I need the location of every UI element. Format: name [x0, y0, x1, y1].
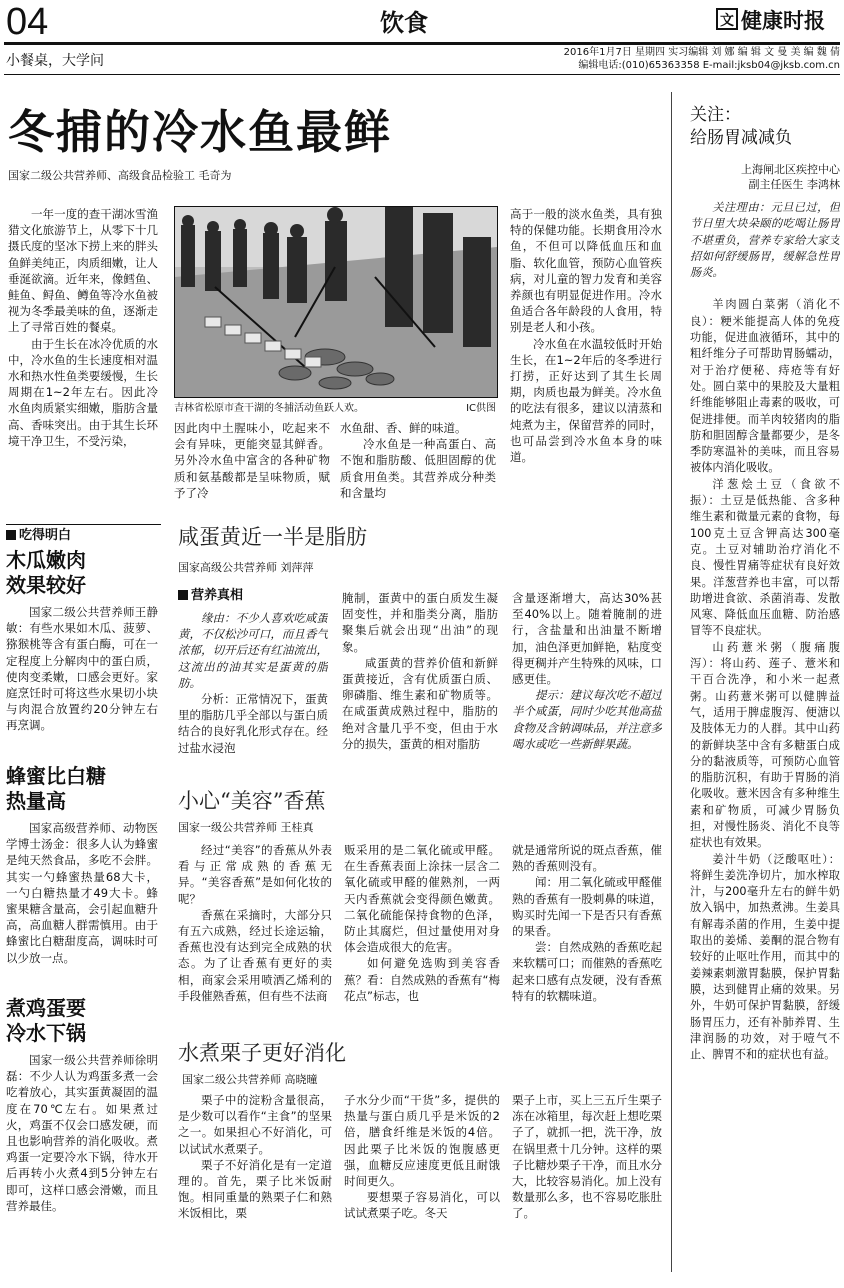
sidebar-author [690, 162, 840, 192]
chestnut-article-title: 水煮栗子更好消化 [178, 1041, 346, 1065]
egg-article-title: 咸蛋黄近一半是脂肪 [178, 525, 367, 549]
sidebar-author-line2: 副主任医生 李鸿林 [748, 178, 840, 191]
chestnut-column-2 [344, 1092, 500, 1272]
chestnut-para: 子水分少而“干货”多，提供的热量与蛋白质几乎是米饭的2倍，膳食纤维是米饭的4倍。因此栗子比米饭的饱腹感更强，血糖反应速度更低且耐饿时间更久。 [344, 1093, 500, 1189]
sidebar-author-line1: 上海闸北区疾控中心 [741, 163, 840, 176]
egg-byline: 国家高级公共营养师 刘萍萍 [178, 561, 314, 574]
photo-caption: 吉林省松原市查干湖的冬捕活动鱼跃人欢。 [174, 403, 364, 414]
egg-para: 缘由：不少人喜欢吃咸蛋黄，不仅松沙可口，而且香气浓郁，切开后还有红油流出，这流出的油其实是蛋黄的脂肪。 [178, 611, 328, 690]
tip3-title-line2: 冷水下锅 [6, 1021, 86, 1045]
tip3-title-line1: 煮鸡蛋要 [6, 996, 86, 1020]
logo-mark-icon: 文 [716, 8, 738, 30]
tip2-title-line1: 蜂蜜比白糖 [6, 764, 106, 788]
banana-column-3 [512, 842, 662, 1038]
egg-column-1 [178, 610, 328, 770]
tip1-text: 国家二级公共营养师王静敏：有些水果如木瓜、菠萝、猕猴桃等含有蛋白酶，可在一定程度上分解肉中的蛋白质，使肉变柔嫩，口感会更好。家庭烹饪时可将这些水果切小块与肉混合放置约20分钟左右再烹调。 [6, 605, 158, 733]
newspaper-name: 健康时报 [741, 8, 825, 33]
egg-column-3 [512, 590, 662, 770]
chestnut-para: 栗子不好消化是有一定道理的。首先，栗子比米饭耐饱。相同重量的熟栗子仁和熟米饭相比，栗 [178, 1157, 332, 1221]
lead-para: 一年一度的查干湖冰雪渔猎文化旅游节上，从零下十几摄氏度的坚冰下捞上来的胖头鱼鲜美纯正，肉质细嫩，让人垂涎欲滴。近年来，像鳕鱼、鲑鱼、鲟鱼、鳟鱼等冷水鱼被视为冬季最美味的鱼，逐渐走上了寻常百姓的餐桌。 [8, 207, 158, 335]
photo-credit: IC供图 [466, 403, 496, 414]
banana-para: 尝：自然成熟的香蕉吃起来软糯可口；而催熟的香蕉吃起来口感有点发硬，没有香蕉特有的软糯味道。 [512, 940, 662, 1003]
egg-section-label [178, 588, 243, 604]
tip3-title [6, 996, 86, 1046]
tip2-title [6, 764, 106, 814]
banana-para: 贩采用的是二氧化硫或甲醛。在生香蕉表面上涂抹一层含二氧化硫或甲醛的催熟剂，一两天内香蕉就会变得颜色嫩黄。二氧化硫能保持食物的色泽，防止其腐烂，但过量使用对身体会造成很大的危害。 [344, 843, 500, 955]
banana-para: 经过“美容”的香蕉从外表看与正常成熟的香蕉无异。“美容香蕉”是如何化妆的呢？ [178, 843, 332, 906]
tip3-body [6, 1052, 158, 1248]
winter-fishing-photo [175, 207, 497, 397]
lead-byline: 国家二级公共营养师、高级食品检验工 毛奇为 [8, 169, 232, 182]
sidebar-para: 羊肉圆白菜粥（消化不良）：粳米能提高人体的免疫功能，促进血液循环，其中的粗纤维分子可帮助胃肠蠕动，对于治疗便秘、痔疮等有好处。圆白菜中的果胶及大量粗纤维能够阻止毒素的吸收，可促进排便。而羊肉较猪肉的脂肪和胆固醇含量都要少，是冬季防寒温补的美味，而且容易被体内消化吸收。 [690, 298, 840, 475]
lead-para: 因此肉中土腥味小，吃起来不会有异味，更能突显其鲜香。另外冷水鱼中富含的各种矿物质和氨基酸都是呈味物质，赋予了冷 [174, 421, 330, 500]
header-rule [4, 74, 840, 75]
egg-para: 提示：建议每次吃不超过半个咸蛋，同时少吃其他高盐食物及含钠调味品，并注意多喝水或吃一些新鲜果蔬。 [512, 688, 662, 751]
top-rule [4, 42, 840, 45]
egg-para: 含量逐渐增大，高达30%甚至40%以上。随着腌制的进行，含盐量和出油量不断增加，油色泽更加鲜艳，粘度变得更稠并产生特殊的风味，口感更佳。 [512, 591, 662, 687]
tip1-body [6, 604, 158, 750]
egg-column-2 [342, 590, 498, 770]
tip3-text: 国家一级公共营养师徐明磊：不少人认为鸡蛋多煮一会吃着放心，其实蛋黄凝固的温度在70℃左右。如果煮过火，鸡蛋不仅会口感发硬，而且也影响营养的消化吸收。煮鸡蛋一定要冷水下锅，待水开后再转小火煮4到5分钟左右即可，这样口感会滑嫩，而且营养最佳。 [6, 1053, 158, 1213]
tip1-title-line2: 效果较好 [6, 573, 86, 597]
tip2-text: 国家高级营养师、动物医学博士汤金：很多人认为蜂蜜是纯天然食品，多吃不会胖。其实一勺蜂蜜热量68大卡，一勺白糖热量才49大卡。蜂蜜果糖含量高，会引起血糖升高，高血糖人群需慎用。由于蜂蜜比白糖甜度高，调味时可以少放一点。 [6, 821, 158, 965]
lead-para: 由于生长在冰冷优质的水中，冷水鱼的生长速度相对温水和热水性鱼类要缓慢，生长周期在1~2年左右。因此冷水鱼肉质紧实细嫩，脂肪含量高、香味突出。由于其生长环境干净卫生，不受污染， [8, 336, 158, 448]
banana-para: 闻：用二氧化硫或甲醛催熟的香蕉有一股刺鼻的味道，购买时先闻一下是否只有香蕉的果香。 [512, 875, 662, 939]
photo-caption-row [174, 402, 496, 415]
tip1-title [6, 548, 86, 598]
left-rule [6, 524, 161, 525]
chestnut-column-3 [512, 1092, 662, 1272]
banana-column-1 [178, 842, 332, 1038]
sidebar-divider [671, 92, 672, 1272]
lead-para: 冷水鱼在水温较低时开始生长，在1~2年后的冬季进行打捞，正好达到了其生长周期，肉质也最为鲜美。冷水鱼的吃法有很多，建议以清蒸和炖煮为主，保留营养的同时，也可品尝到冷水鱼本身的味道。 [510, 336, 662, 465]
sidebar-para: 山药薏米粥（腹痛腹泻）：将山药、莲子、薏米和干百合洗净，和小米一起煮粥。山药薏米粥可以健脾益气，适用于脾虚腹泻、便溏以及肢体无力的人群。其中山药的新鲜块茎中含有多糖蛋白成分的黏液质等，可预防心血管的脂肪沉积，有助于胃肠的消化吸收。薏米因含有多种维生素和矿物质，可减少胃肠负担，对慢性肠炎、消化不良等症状也有效果。 [690, 640, 840, 850]
banana-para: 如何避免选购到美容香蕉？看：自然成熟的香蕉有“梅花点”标志，也 [344, 956, 500, 1003]
chestnut-byline: 国家二级公共营养师 高晓曈 [182, 1073, 318, 1086]
section-slogan: 小餐桌，大学问 [6, 53, 104, 69]
sidebar-title-line2: 给肠胃减减负 [690, 128, 792, 148]
tip2-body [6, 820, 158, 982]
lead-column-4 [510, 206, 662, 518]
sidebar-para: 洋葱烩土豆（食欲不振）：土豆是低热能、含多种维生素和微量元素的食物，每100克土豆含钾高达300毫克。土豆对辅助治疗消化不良、慢性胃痛等症状有良好效果。洋葱营养也丰富，可以帮助增进食欲、杀菌消毒、发散风寒、降低血压血糖、防治感冒等不良症状。 [690, 477, 840, 638]
lead-para: 高于一般的淡水鱼类，具有独特的保健功能。长期食用冷水鱼，不但可以降低血压和血脂、软化血管，预防心血管疾病，对儿童的智力发育和美容养颜也有明显促进作用。冷水鱼适合各年龄段的人食用，特别是老人和小孩。 [510, 207, 662, 335]
square-bullet-icon [6, 530, 16, 540]
banana-column-2 [344, 842, 500, 1038]
egg-section-text: 营养真相 [191, 588, 244, 603]
sidebar-body [690, 200, 840, 1280]
lead-column-3 [340, 420, 496, 518]
egg-para: 腌制，蛋黄中的蛋白质发生凝固变性，并和脂类分离，脂肪聚集后就会出现“出油”的现象。 [342, 591, 498, 654]
left-section-label [6, 528, 71, 544]
sidebar-title [690, 104, 792, 150]
sidebar-para: 关注理由：元旦已过，但节日里大块朵颐的吃喝让肠胃不堪重负，营养专家给大家支招如何舒缓肠胃，缓解急性胃肠炎。 [690, 201, 840, 280]
lead-para: 冷水鱼是一种高蛋白、高不饱和脂肪酸、低胆固醇的优质食用鱼类。其营养成分种类和含量均 [340, 437, 496, 500]
egg-para: 咸蛋黄的营养价值和新鲜蛋黄接近，含有优质蛋白质、卵磷脂、维生素和矿物质等。在咸蛋黄成熟过程中，脂肪的绝对含量几乎不变，但由于水分的损失，蛋黄的相对脂肪 [342, 655, 498, 751]
chestnut-column-1 [178, 1092, 332, 1272]
tip1-title-line1: 木瓜嫩肉 [6, 548, 86, 572]
banana-byline: 国家一级公共营养师 王桂真 [178, 821, 314, 834]
tip2-title-line2: 热量高 [6, 789, 66, 813]
banana-article-title: 小心“美容”香蕉 [178, 789, 326, 813]
egg-para: 分析：正常情况下，蛋黄里的脂肪几乎全部以与蛋白质结合的良好乳化形式存在。经过盐水浸泡 [178, 692, 328, 755]
square-bullet-icon [178, 590, 188, 600]
lead-para: 水鱼甜、香、鲜的味道。 [340, 421, 467, 435]
edition-info-line1: 2016年1月7日 星期四 实习编辑 刘 娜 编 辑 文 曼 美 编 魏 倩 [563, 47, 840, 58]
chestnut-para: 要想栗子容易消化，可以试试煮栗子吃。冬天 [344, 1190, 500, 1221]
section-title: 饮食 [380, 8, 428, 37]
edition-info-line2: 编辑电话:(010)65363358 E-mail:jksb04@jksb.com.cn [578, 60, 840, 71]
sidebar-para: 姜汁牛奶（泛酸呕吐）：将鲜生姜洗净切片，加水榨取汁，与200毫升左右的鲜牛奶放入锅中，加热煮沸。生姜具有解毒杀菌的作用，生姜中提取出的姜烯、姜酮的混合物有较好的止呕吐作用，而其中的姜辣素刺激胃黏膜，保护胃黏膜，达到健胃止痛的效果。另外，牛奶可保护胃黏膜，舒缓肠胃压力，还有补肺养胃、生津润肠的功效，对于噎气不止、脾胃不和的症状也有益。 [690, 852, 840, 1062]
edition-info [510, 46, 840, 72]
lead-column-1 [8, 206, 158, 518]
left-section-text: 吃得明白 [19, 528, 72, 543]
banana-para: 香蕉在采摘时，大部分只有五六成熟，经过长途运输，香蕉也没有达到完全成熟的状态。为了让香蕉有更好的卖相，商家会采用喷洒乙烯利的手段催熟香蕉，但有些不法商 [178, 907, 332, 1003]
banana-para: 就是通常所说的斑点香蕉，催熟的香蕉则没有。 [512, 843, 662, 874]
page-number: 04 [6, 1, 49, 43]
newspaper-logo [716, 8, 825, 34]
lead-headline: 冬捕的冷水鱼最鲜 [8, 105, 392, 159]
lead-column-2 [174, 420, 330, 518]
chestnut-para: 栗子中的淀粉含量很高，是少数可以看作“主食”的坚果之一。如果担心不好消化，可以试试水煮栗子。 [178, 1093, 332, 1156]
lead-photo [174, 206, 498, 398]
chestnut-para: 栗子上市，买上三五斤生栗子冻在冰箱里，每次赶上想吃栗子了，就抓一把，洗干净，放在锅里煮十几分钟。这样的栗子比糖炒栗子干净，而且水分大，比较容易消化。加上没有数量那么多，也不容易吃胀肚了。 [512, 1093, 662, 1221]
sidebar-title-line1: 关注： [690, 105, 741, 125]
